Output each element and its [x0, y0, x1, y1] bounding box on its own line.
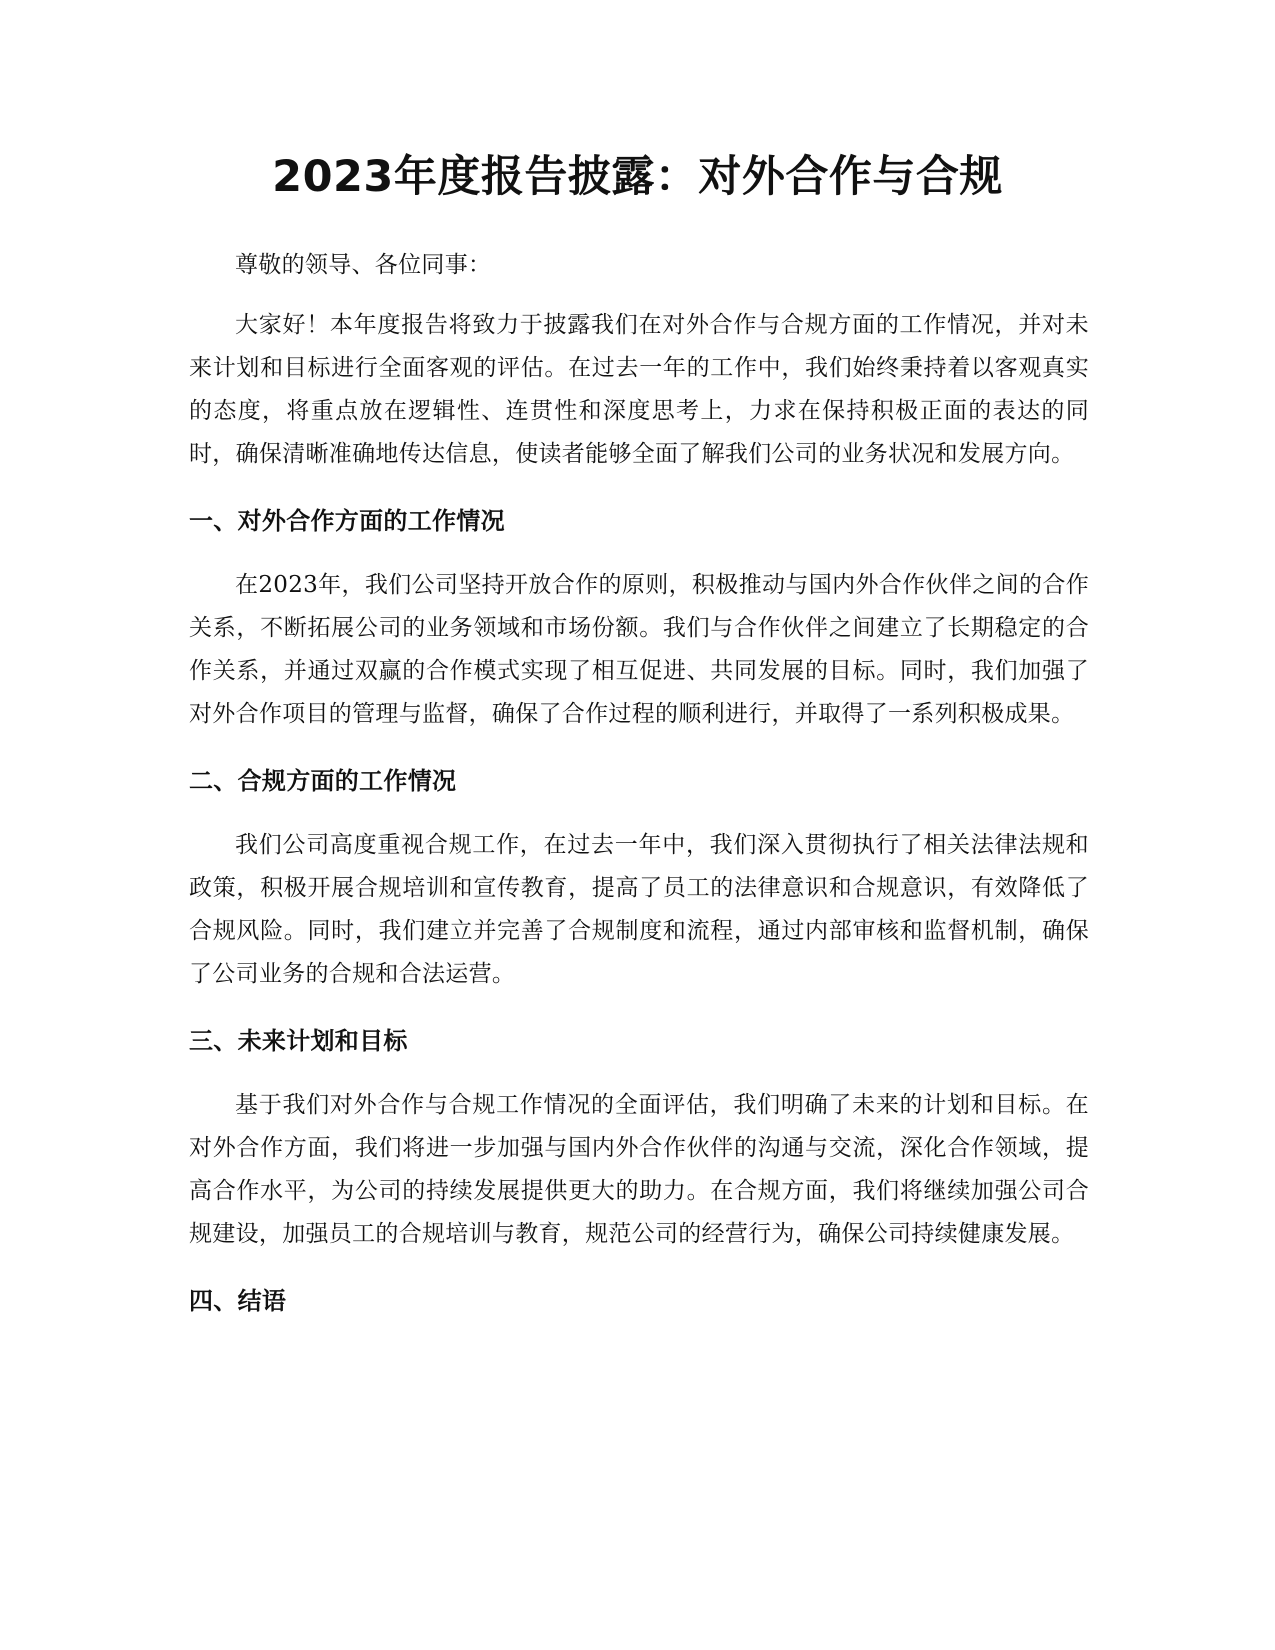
section-body-cooperation: 在2023年，我们公司坚持开放合作的原则，积极推动与国内外合作伙伴之间的合作关系，不断拓展公司的业务领域和市场份额。我们与合作伙伴之间建立了长期稳定的合作关系，并通过双赢的合作模式实现了相互促进、共同发展的目标。同时，我们加强了对外合作项目的管理与监督，确保了合作过程的顺利进行，并取得了一系列积极成果。: [189, 572, 1089, 727]
section-heading-cooperation: 一、对外合作方面的工作情况: [189, 507, 505, 535]
section-body-future-plans: 基于我们对外合作与合规工作情况的全面评估，我们明确了未来的计划和目标。在对外合作方面，我们将进一步加强与国内外合作伙伴的沟通与交流，深化合作领域，提高合作水平，为公司的持续发展提供更大的助力。在合规方面，我们将继续加强公司合规建设，加强员工的合规培训与教育，规范公司的经营行为，确保公司持续健康发展。: [189, 1092, 1089, 1247]
section-body-compliance: 我们公司高度重视合规工作，在过去一年中，我们深入贯彻执行了相关法律法规和政策，积极开展合规培训和宣传教育，提高了员工的法律意识和合规意识，有效降低了合规风险。同时，我们建立并完善了合规制度和流程，通过内部审核和监督机制，确保了公司业务的合规和合法运营。: [189, 832, 1089, 987]
salutation: 尊敬的领导、各位同事：: [235, 252, 492, 278]
document-body: [189, 244, 1089, 1344]
intro-paragraph: 大家好！本年度报告将致力于披露我们在对外合作与合规方面的工作情况，并对未来计划和目标进行全面客观的评估。在过去一年的工作中，我们始终秉持着以客观真实的态度，将重点放在逻辑性、连贯性和深度思考上，力求在保持积极正面的表达的同时，确保清晰准确地传达信息，使读者能够全面了解我们公司的业务状况和发展方向。: [189, 312, 1089, 467]
document-title: 2023年度报告披露：对外合作与合规: [272, 152, 1003, 202]
section-heading-future-plans: 三、未来计划和目标: [189, 1027, 408, 1055]
section-heading-compliance: 二、合规方面的工作情况: [189, 767, 457, 795]
section-heading-conclusion: 四、结语: [189, 1287, 287, 1315]
